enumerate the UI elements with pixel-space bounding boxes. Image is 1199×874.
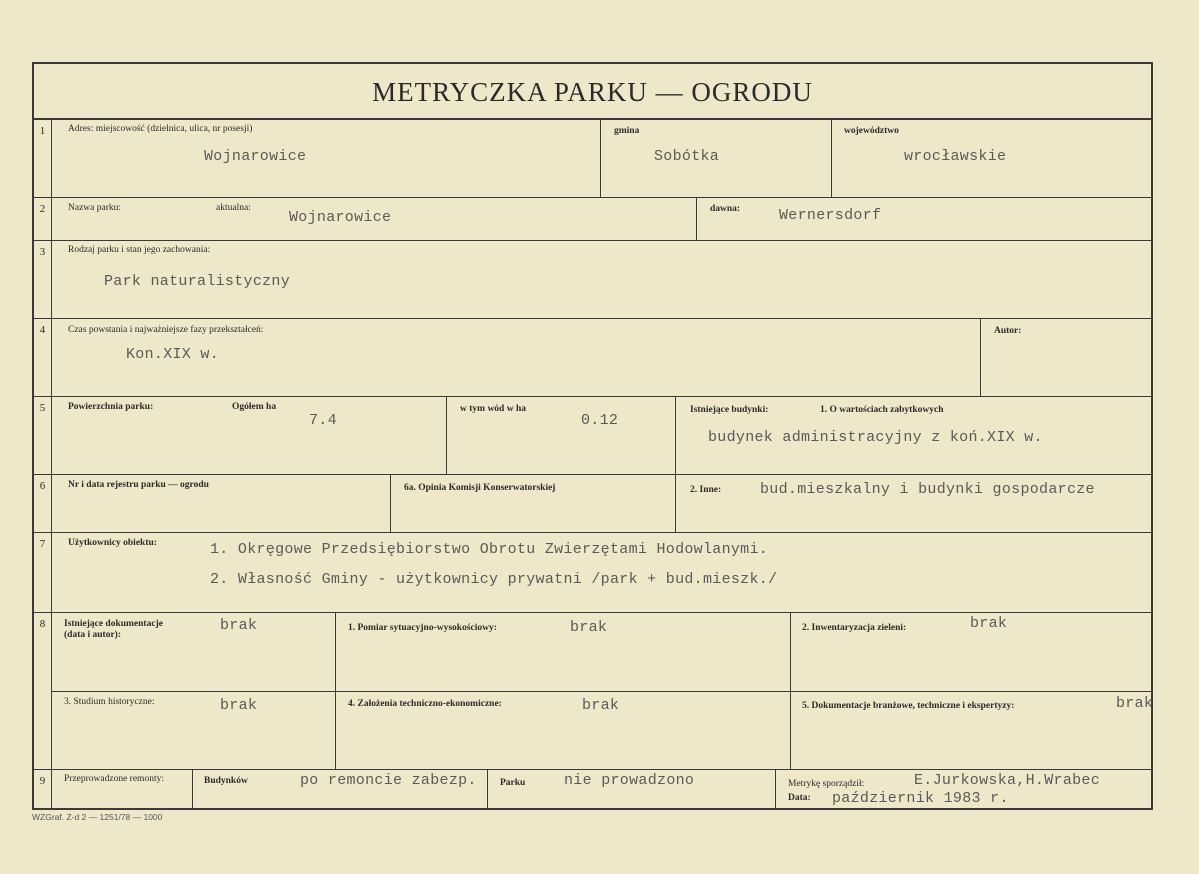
water-area-label: w tym wód w ha <box>460 404 526 414</box>
register-label: Nr i data rejestru parku — ogrodu <box>68 480 209 490</box>
former-name-value: Wernersdorf <box>779 207 882 224</box>
survey-label: 1. Pomiar sytuacyjno-wysokościowy: <box>348 623 497 633</box>
prepared-by-label: Metrykę sporządził: <box>788 779 865 789</box>
row-number: 4 <box>34 319 52 396</box>
row-park-name <box>34 198 1151 241</box>
users-label: Użytkownicy obiektu: <box>68 538 157 548</box>
date-value: październik 1983 r. <box>832 790 1009 807</box>
row-number: 3 <box>34 241 52 318</box>
row-park-type <box>34 241 1151 319</box>
history-value: Kon.XIX w. <box>126 346 220 363</box>
current-name-label: aktualna: <box>216 203 251 213</box>
green-inventory-value: brak <box>970 615 1008 632</box>
row-number: 1 <box>34 120 52 197</box>
row-number: 7 <box>34 533 52 612</box>
total-area-label: Ogółem ha <box>232 402 277 412</box>
voivodeship-label: województwo <box>844 126 899 136</box>
voivodeship-value: wrocławskie <box>904 148 1007 165</box>
row-users <box>34 533 1151 613</box>
historical-study-value: brak <box>220 697 258 714</box>
area-label: Powierzchnia parku: <box>68 402 154 412</box>
row-register <box>34 475 1151 533</box>
branch-docs-label: 5. Dokumentacje branżowe, techniczne i ekspertyzy: <box>802 701 1015 711</box>
author-label: Autor: <box>994 326 1022 336</box>
park-name-label: Nazwa parku: <box>68 203 122 213</box>
heritage-buildings-label: 1. O wartościach zabytkowych <box>820 405 944 415</box>
print-footer: WZGraf. Z-d 2 — 1251/78 — 1000 <box>32 812 163 822</box>
row-number: 8 <box>34 613 52 769</box>
other-buildings-value: bud.mieszkalny i budynki gospodarcze <box>760 481 1095 498</box>
buildings-repair-label: Budynków <box>204 776 248 786</box>
water-area-value: 0.12 <box>581 412 619 429</box>
buildings-repair-value: po remoncie zabezp. <box>300 772 477 789</box>
historical-study-label: 3. Studium historyczne: <box>64 697 155 707</box>
repairs-label: Przeprowadzone remonty: <box>64 774 164 784</box>
row-area <box>34 397 1151 475</box>
row-number: 5 <box>34 397 52 474</box>
row-address <box>34 120 1151 198</box>
green-inventory-label: 2. Inwentaryzacja zieleni: <box>802 623 907 633</box>
row-number: 2 <box>34 198 52 240</box>
heritage-buildings-value: budynek administracyjny z koń.XIX w. <box>708 429 1043 446</box>
row-number: 6 <box>34 475 52 532</box>
users-line-2: 2. Własność Gminy - użytkownicy prywatni /park + bud.mieszk./ <box>210 571 778 588</box>
address-label: Adres: miejscowość (dzielnica, ulica, nr posesji) <box>68 124 253 134</box>
buildings-label: Istniejące budynki: <box>690 405 769 415</box>
address-value: Wojnarowice <box>204 148 307 165</box>
tech-econ-value: brak <box>582 697 620 714</box>
gmina-value: Sobótka <box>654 148 720 165</box>
form-title: METRYCZKA PARKU — OGRODU <box>34 64 1151 120</box>
row-number: 9 <box>34 770 52 810</box>
tech-econ-label: 4. Założenia techniczno-ekonomiczne: <box>348 699 502 709</box>
history-label: Czas powstania i najważniejsze fazy przekształceń: <box>68 325 264 335</box>
park-repair-label: Parku <box>500 778 526 788</box>
users-line-1: 1. Okręgowe Przedsiębiorstwo Obrotu Zwierzętami Hodowlanymi. <box>210 541 769 558</box>
park-repair-value: nie prowadzono <box>564 772 695 789</box>
branch-docs-value: brak <box>1116 695 1154 712</box>
row-history <box>34 319 1151 397</box>
current-name-value: Wojnarowice <box>289 209 392 226</box>
park-record-form <box>32 62 1153 810</box>
park-type-value: Park naturalistyczny <box>104 273 291 290</box>
row-documentation <box>34 613 1154 770</box>
park-type-label: Rodzaj parku i stan jego zachowania: <box>68 245 211 255</box>
former-name-label: dawna: <box>710 204 741 214</box>
date-label: Data: <box>788 793 811 803</box>
survey-value: brak <box>570 619 608 636</box>
row-repairs <box>34 770 1151 810</box>
documentation-label: Istniejące dokumentacje (data i autor): <box>64 619 163 640</box>
total-area-value: 7.4 <box>309 412 337 429</box>
prepared-by-value: E.Jurkowska,H.Wrabec <box>914 772 1101 789</box>
documentation-value: brak <box>220 617 258 634</box>
opinion-label: 6a. Opinia Komisji Konserwatorskiej <box>404 483 556 493</box>
other-buildings-label: 2. Inne: <box>690 485 722 495</box>
gmina-label: gmina <box>614 126 640 136</box>
